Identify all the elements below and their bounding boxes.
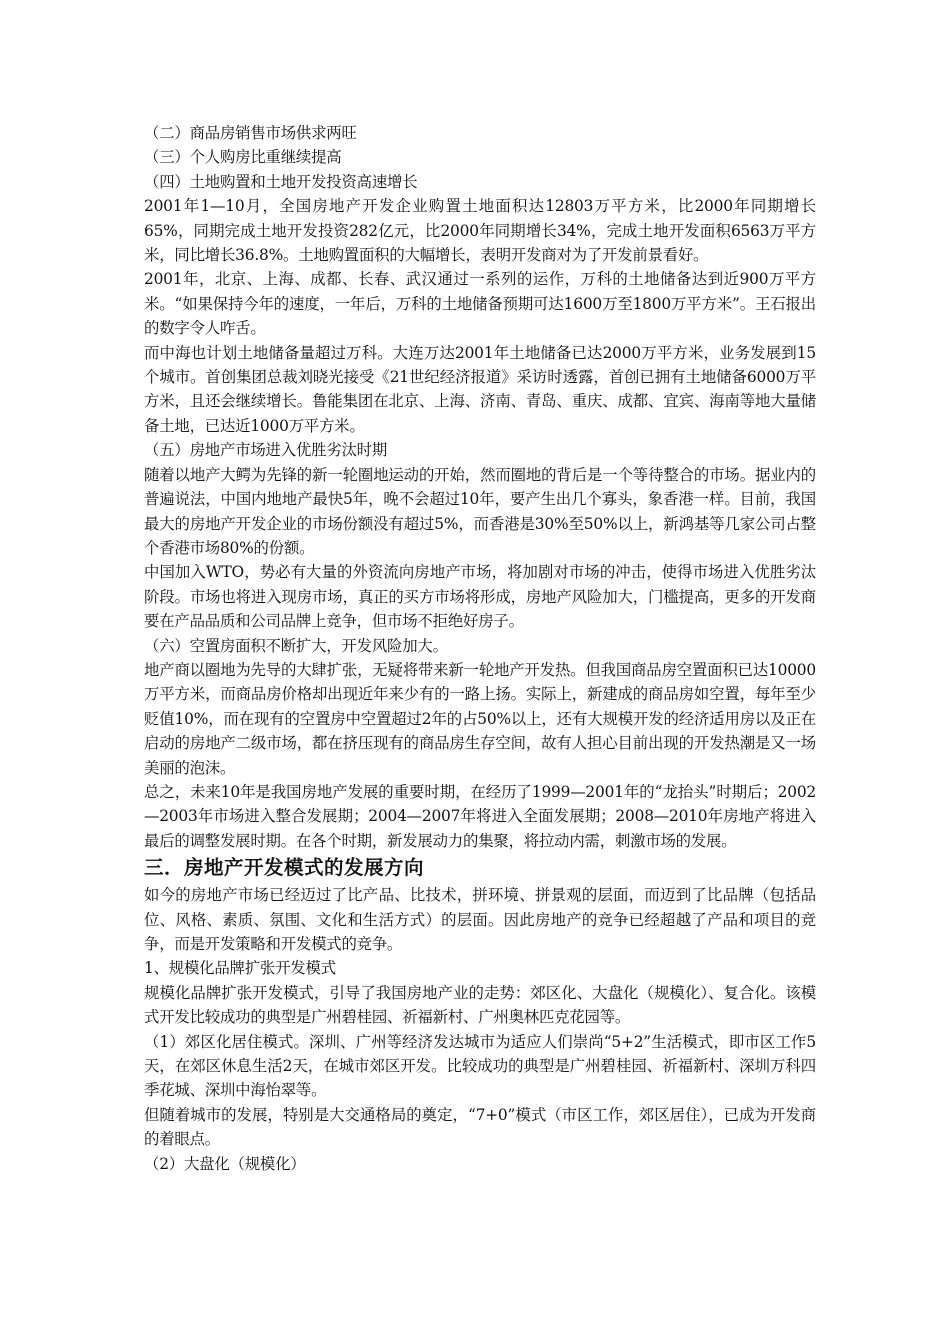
subheading-2: （二）商品房销售市场供求两旺 bbox=[144, 124, 357, 142]
subheading-3: （三）个人购房比重继续提高 bbox=[144, 148, 342, 167]
subheading-large-scale: （2）大盘化（规模化） bbox=[144, 1154, 306, 1173]
subheading-6: （六）空置房面积不断扩大，开发风险加大。 bbox=[144, 636, 448, 655]
body-paragraph: 但随着城市的发展，特别是大交通格局的奠定，“7+0”模式（市区工作，郊区居住），已成为开发商的着眼点。 bbox=[144, 1105, 816, 1149]
body-paragraph: 地产商以圈地为先导的大肆扩张，无疑将带来新一轮地产开发热。但我国商品房空置面积已达10000万平方米，而商品房价格却出现近年来少有的一路上扬。实际上，新建成的商品房如空置，每年至少贬值10%，而在现有的空置房中空置超过2年的占50%以上，还有大规模开发的经济适用房以及正在启动的房地产二级市场，都在挤压现有的商品房生存空间，故有人担心目前出现的开发热潮是又一场美丽的泡沫。 bbox=[144, 660, 816, 777]
subheading-5: （五）房地产市场进入优胜劣汰时期 bbox=[144, 441, 388, 460]
body-paragraph: 规模化品牌扩张开发模式，引导了我国房地产业的走势：郊区化、大盘化（规模化）、复合化。该模式开发比较成功的典型是广州碧桂园、祈福新村、广州奥林匹克花园等。 bbox=[144, 983, 816, 1027]
body-paragraph: 中国加入WTO，势必有大量的外资流向房地产市场，将加剧对市场的冲击，使得市场进入优胜劣汰阶段。市场也将进入现房市场，真正的买方市场将形成，房地产风险加大，门槛提高，更多的开发商要在产品品质和公司品牌上竞争，但市场不拒绝好房子。 bbox=[144, 563, 816, 631]
body-paragraph: 2001年，北京、上海、成都、长春、武汉通过一系列的运作，万科的土地储备达到近900万平方米。“如果保持今年的速度，一年后，万科的土地储备预期可达1600万至1800万平方米”。王石报出的数字令人咋舌。 bbox=[144, 270, 816, 338]
body-paragraph: （1）郊区化居住模式。深圳、广州等经济发达城市为适应人们崇尚“5+2”生活模式，即市区工作5天，在郊区休息生活2天，在城市郊区开发。比较成功的典型是广州碧桂园、祈福新村、深圳万科四季花城、深圳中海怡翠等。 bbox=[144, 1032, 816, 1100]
body-paragraph: 总之，未来10年是我国房地产发展的重要时期，在经历了1999—2001年的“龙抬头”时期后；2002—2003年市场进入整合发展期；2004—2007年将进入全面发展期；2008—2010年房地产将进入最后的调整发展时期。在各个时期，新发展动力的集聚，将拉动内需，刺激市场的发展。 bbox=[144, 782, 816, 850]
body-paragraph: 如今的房地产市场已经迈过了比产品、比技术，拼环境、拼景观的层面，而迈到了比品牌（包括品位、风格、素质、氛围、文化和生活方式）的层面。因此房地产的竞争已经超越了产品和项目的竞争，而是开发策略和开发模式的竞争。 bbox=[144, 886, 816, 953]
section-heading: 三．房地产开发模式的发展方向 bbox=[144, 856, 425, 880]
body-paragraph: 随着以地产大鳄为先锋的新一轮圈地运动的开始，然而圈地的背后是一个等待整合的市场。据业内的普遍说法，中国内地地产最快5年，晚不会超过10年，要产生出几个寡头，象香港一样。目前，我国最大的房地产开发企业的市场份额没有超过5%，而香港是30%至50%以上，新鸿基等几家公司占整个香港市场80%的份额。 bbox=[144, 465, 816, 557]
body-paragraph: 而中海也计划土地储备量超过万科。大连万达2001年土地储备已达2000万平方米，业务发展到15个城市。首创集团总裁刘晓光接受《21世纪经济报道》采访时透露，首创已拥有土地储备6000万平方米，且还会继续增长。鲁能集团在北京、上海、济南、青岛、重庆、成都、宜宾、海南等地大量储备土地，已达近1000万平方米。 bbox=[144, 343, 816, 435]
subheading-model-1: 1、规模化品牌扩张开发模式 bbox=[144, 959, 336, 978]
document-page bbox=[144, 121, 816, 1176]
body-paragraph: 2001年1—10月，全国房地产开发企业购置土地面积达12803万平方米，比2000年同期增长65%，同期完成土地开发投资282亿元，比2000年同期增长34%，完成土地开发面积6563万平方米，同比增长36.8%。土地购置面积的大幅增长，表明开发商对为了开发前景看好。 bbox=[144, 197, 816, 265]
subheading-4: （四）土地购置和土地开发投资高速增长 bbox=[144, 172, 418, 191]
